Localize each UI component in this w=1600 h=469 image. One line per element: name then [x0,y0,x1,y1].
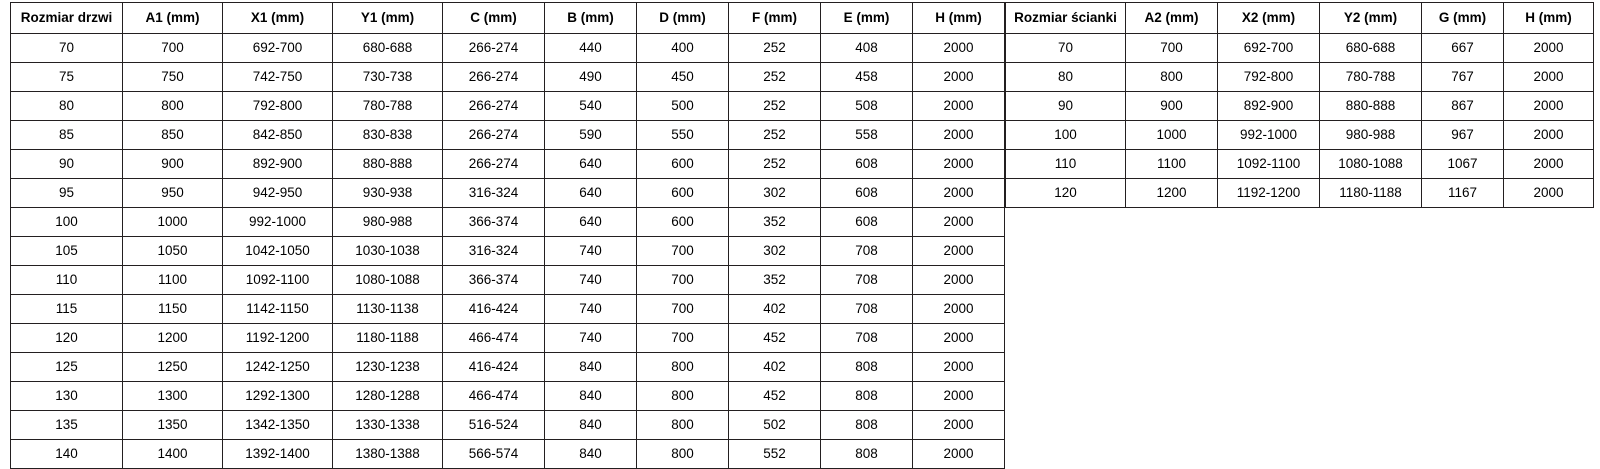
cell: 780-788 [1320,63,1422,92]
doors-col-header-d: D (mm) [637,3,729,34]
cell: 466-474 [443,382,545,411]
cell: 500 [637,92,729,121]
cell: 930-938 [333,179,443,208]
cell: 2000 [913,324,1005,353]
cell: 1150 [123,295,223,324]
table-row [1006,150,1594,179]
cell: 740 [545,266,637,295]
cell: 1000 [1126,121,1218,150]
cell: 105 [11,237,123,266]
cell: 90 [11,150,123,179]
cell: 550 [637,121,729,150]
cell: 266-274 [443,121,545,150]
cell: 708 [821,324,913,353]
cell: 808 [821,353,913,382]
cell: 100 [11,208,123,237]
cell: 508 [821,92,913,121]
cell: 302 [729,179,821,208]
cell: 767 [1422,63,1504,92]
cell: 840 [545,353,637,382]
cell: 110 [11,266,123,295]
cell: 352 [729,208,821,237]
cell: 600 [637,179,729,208]
cell: 266-274 [443,34,545,63]
table-row [11,179,1005,208]
cell: 1242-1250 [223,353,333,382]
cell: 640 [545,150,637,179]
cell: 708 [821,295,913,324]
cell: 667 [1422,34,1504,63]
table-row [11,208,1005,237]
cell: 2000 [913,411,1005,440]
cell: 600 [637,150,729,179]
table-row [1006,92,1594,121]
doors-col-header-x1: X1 (mm) [223,3,333,34]
cell: 70 [11,34,123,63]
cell: 830-838 [333,121,443,150]
cell: 2000 [913,266,1005,295]
cell: 266-274 [443,150,545,179]
cell: 120 [1006,179,1126,208]
cell: 1400 [123,440,223,469]
cell: 316-324 [443,237,545,266]
wall-col-header-g: G (mm) [1422,3,1504,34]
cell: 452 [729,324,821,353]
cell: 800 [637,440,729,469]
doors-dimensions-table-container [10,2,1005,469]
table-row [1006,121,1594,150]
cell: 558 [821,121,913,150]
cell: 552 [729,440,821,469]
cell: 1292-1300 [223,382,333,411]
cell: 700 [637,324,729,353]
cell: 400 [637,34,729,63]
cell: 1200 [1126,179,1218,208]
cell: 540 [545,92,637,121]
wall-dimensions-table-container [1005,2,1594,208]
cell: 80 [1006,63,1126,92]
cell: 1180-1188 [333,324,443,353]
cell: 2000 [913,440,1005,469]
cell: 1067 [1422,150,1504,179]
cell: 808 [821,411,913,440]
table-row [11,440,1005,469]
cell: 1180-1188 [1320,179,1422,208]
cell: 1142-1150 [223,295,333,324]
cell: 750 [123,63,223,92]
cell: 1250 [123,353,223,382]
cell: 125 [11,353,123,382]
cell: 100 [1006,121,1126,150]
doors-table-head [11,3,1005,34]
cell: 316-324 [443,179,545,208]
cell: 730-738 [333,63,443,92]
cell: 942-950 [223,179,333,208]
cell: 302 [729,237,821,266]
cell: 2000 [913,92,1005,121]
cell: 416-424 [443,353,545,382]
wall-col-header-h: H (mm) [1504,3,1594,34]
wall-col-header-y2: Y2 (mm) [1320,3,1422,34]
cell: 992-1000 [223,208,333,237]
cell: 742-750 [223,63,333,92]
cell: 840 [545,440,637,469]
doors-col-header-size: Rozmiar drzwi [11,3,123,34]
cell: 1342-1350 [223,411,333,440]
cell: 708 [821,237,913,266]
cell: 85 [11,121,123,150]
cell: 450 [637,63,729,92]
cell: 1330-1338 [333,411,443,440]
cell: 130 [11,382,123,411]
cell: 2000 [913,150,1005,179]
doors-col-header-a1: A1 (mm) [123,3,223,34]
cell: 608 [821,179,913,208]
table-row [11,411,1005,440]
cell: 880-888 [1320,92,1422,121]
cell: 800 [123,92,223,121]
cell: 352 [729,266,821,295]
cell: 416-424 [443,295,545,324]
table-row [11,237,1005,266]
cell: 850 [123,121,223,150]
cell: 1030-1038 [333,237,443,266]
doors-table-body [11,34,1005,469]
cell: 700 [637,295,729,324]
cell: 980-988 [333,208,443,237]
cell: 640 [545,208,637,237]
cell: 466-474 [443,324,545,353]
cell: 808 [821,382,913,411]
cell: 692-700 [223,34,333,63]
cell: 2000 [1504,92,1594,121]
cell: 252 [729,63,821,92]
cell: 2000 [1504,150,1594,179]
cell: 2000 [1504,34,1594,63]
table-row [11,382,1005,411]
cell: 1130-1138 [333,295,443,324]
cell: 458 [821,63,913,92]
cell: 800 [1126,63,1218,92]
cell: 980-988 [1320,121,1422,150]
cell: 1080-1088 [1320,150,1422,179]
table-row [1006,34,1594,63]
cell: 992-1000 [1218,121,1320,150]
cell: 600 [637,208,729,237]
cell: 892-900 [223,150,333,179]
cell: 792-800 [223,92,333,121]
cell: 516-524 [443,411,545,440]
cell: 252 [729,121,821,150]
cell: 1092-1100 [223,266,333,295]
cell: 366-374 [443,266,545,295]
cell: 692-700 [1218,34,1320,63]
cell: 700 [1126,34,1218,63]
cell: 1192-1200 [1218,179,1320,208]
wall-table-header-row [1006,3,1594,34]
cell: 590 [545,121,637,150]
cell: 1380-1388 [333,440,443,469]
cell: 1280-1288 [333,382,443,411]
cell: 900 [123,150,223,179]
doors-col-header-c: C (mm) [443,3,545,34]
cell: 110 [1006,150,1126,179]
cell: 1167 [1422,179,1504,208]
cell: 1350 [123,411,223,440]
cell: 740 [545,295,637,324]
cell: 402 [729,353,821,382]
cell: 1300 [123,382,223,411]
cell: 1000 [123,208,223,237]
cell: 252 [729,150,821,179]
cell: 1100 [1126,150,1218,179]
cell: 2000 [913,237,1005,266]
cell: 75 [11,63,123,92]
table-row [11,34,1005,63]
cell: 780-788 [333,92,443,121]
cell: 1192-1200 [223,324,333,353]
cell: 680-688 [333,34,443,63]
cell: 1042-1050 [223,237,333,266]
cell: 800 [637,411,729,440]
cell: 708 [821,266,913,295]
cell: 792-800 [1218,63,1320,92]
wall-table-head [1006,3,1594,34]
cell: 808 [821,440,913,469]
table-row [11,295,1005,324]
cell: 90 [1006,92,1126,121]
cell: 800 [637,353,729,382]
cell: 402 [729,295,821,324]
cell: 842-850 [223,121,333,150]
cell: 252 [729,34,821,63]
wall-table-body [1006,34,1594,208]
table-row [11,150,1005,179]
cell: 1392-1400 [223,440,333,469]
table-row [11,353,1005,382]
cell: 1092-1100 [1218,150,1320,179]
cell: 867 [1422,92,1504,121]
cell: 900 [1126,92,1218,121]
table-row [11,324,1005,353]
wall-col-header-size: Rozmiar ścianki [1006,3,1126,34]
cell: 252 [729,92,821,121]
cell: 2000 [913,34,1005,63]
cell: 70 [1006,34,1126,63]
cell: 740 [545,237,637,266]
cell: 115 [11,295,123,324]
cell: 2000 [913,353,1005,382]
cell: 135 [11,411,123,440]
cell: 2000 [1504,121,1594,150]
cell: 740 [545,324,637,353]
table-row [11,266,1005,295]
cell: 1100 [123,266,223,295]
cell: 950 [123,179,223,208]
doors-table-header-row [11,3,1005,34]
cell: 840 [545,411,637,440]
cell: 1080-1088 [333,266,443,295]
cell: 140 [11,440,123,469]
doors-col-header-h: H (mm) [913,3,1005,34]
cell: 408 [821,34,913,63]
cell: 2000 [913,63,1005,92]
cell: 1200 [123,324,223,353]
cell: 892-900 [1218,92,1320,121]
cell: 120 [11,324,123,353]
cell: 80 [11,92,123,121]
cell: 608 [821,208,913,237]
cell: 266-274 [443,92,545,121]
cell: 967 [1422,121,1504,150]
cell: 2000 [1504,179,1594,208]
cell: 2000 [913,208,1005,237]
table-row [11,92,1005,121]
cell: 1230-1238 [333,353,443,382]
cell: 1050 [123,237,223,266]
cell: 800 [637,382,729,411]
cell: 700 [123,34,223,63]
cell: 640 [545,179,637,208]
cell: 2000 [1504,63,1594,92]
cell: 700 [637,266,729,295]
doors-dimensions-table [10,2,1005,469]
cell: 366-374 [443,208,545,237]
table-row [11,63,1005,92]
wall-dimensions-table [1005,2,1594,208]
cell: 452 [729,382,821,411]
table-row [1006,63,1594,92]
cell: 490 [545,63,637,92]
wall-col-header-a2: A2 (mm) [1126,3,1218,34]
doors-col-header-e: E (mm) [821,3,913,34]
cell: 440 [545,34,637,63]
doors-col-header-f: F (mm) [729,3,821,34]
wall-col-header-x2: X2 (mm) [1218,3,1320,34]
cell: 2000 [913,382,1005,411]
cell: 608 [821,150,913,179]
cell: 95 [11,179,123,208]
cell: 700 [637,237,729,266]
cell: 2000 [913,295,1005,324]
doors-col-header-b: B (mm) [545,3,637,34]
table-row [1006,179,1594,208]
cell: 840 [545,382,637,411]
cell: 2000 [913,121,1005,150]
cell: 680-688 [1320,34,1422,63]
cell: 2000 [913,179,1005,208]
cell: 266-274 [443,63,545,92]
cell: 880-888 [333,150,443,179]
cell: 566-574 [443,440,545,469]
doors-col-header-y1: Y1 (mm) [333,3,443,34]
table-row [11,121,1005,150]
cell: 502 [729,411,821,440]
